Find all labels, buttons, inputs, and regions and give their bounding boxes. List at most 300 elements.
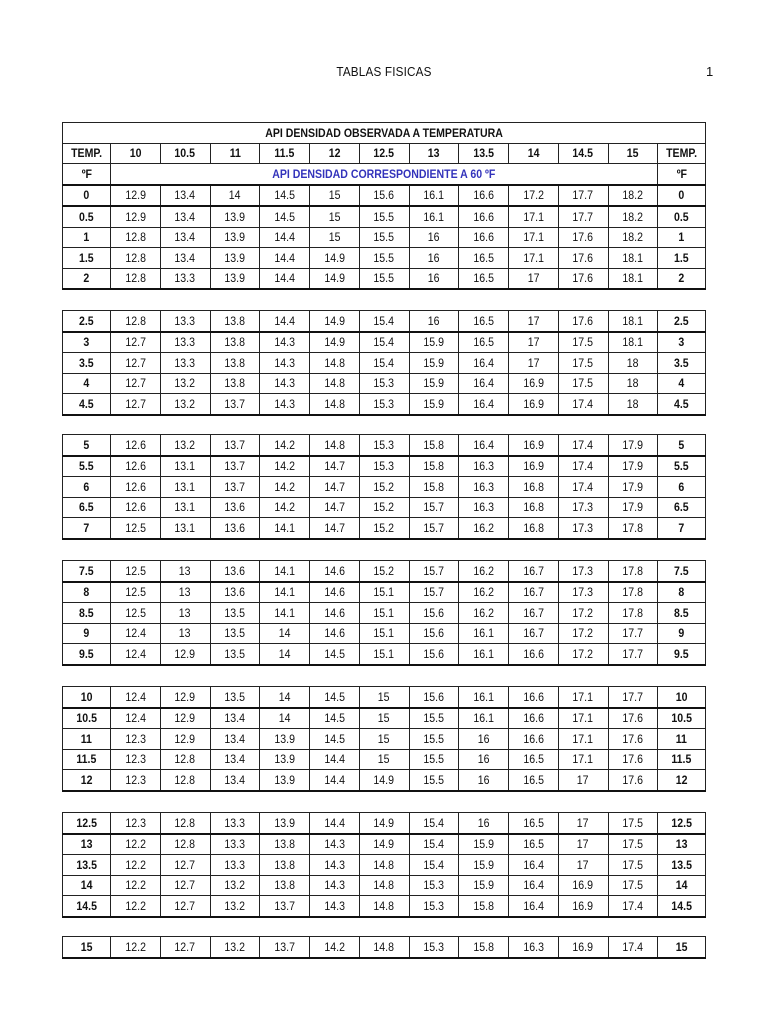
density-cell	[111, 206, 161, 227]
density-cell	[260, 518, 310, 539]
temp-cell-right-text: 6.5	[674, 500, 690, 515]
density-cell	[260, 248, 310, 269]
density-cell-text: 16.5	[473, 271, 494, 286]
table-row	[63, 456, 706, 477]
density-cell	[260, 561, 310, 582]
temp-cell-right	[658, 311, 706, 332]
density-cell	[359, 435, 409, 456]
density-cell-text: 17.9	[622, 437, 644, 452]
density-cell	[409, 813, 459, 834]
density-cell-text: 15.3	[373, 437, 395, 452]
density-cell	[608, 561, 658, 582]
density-cell	[160, 729, 210, 750]
density-cell	[111, 623, 161, 644]
temp-cell-right-text: 13	[675, 837, 688, 852]
temp-cell-right	[658, 813, 706, 834]
density-cell	[558, 206, 608, 227]
density-cell	[359, 353, 409, 374]
density-cell-text: 14	[228, 188, 241, 203]
density-cell	[260, 206, 310, 227]
table-row	[63, 687, 706, 708]
density-cell-text: 13	[179, 563, 191, 578]
density-cell	[409, 456, 459, 477]
density-cell-text: 17.9	[622, 479, 644, 494]
density-cell	[459, 603, 509, 624]
density-cell-text: 15.5	[423, 731, 445, 746]
unit-label-right-text: ºF	[676, 166, 687, 181]
density-cell	[160, 227, 210, 248]
unit-label-right	[658, 164, 706, 185]
density-cell	[459, 708, 509, 729]
density-cell-text: 13.3	[174, 355, 196, 370]
temp-cell-right-text: 2	[678, 271, 685, 286]
density-cell-text: 17	[527, 313, 540, 328]
density-cell-text: 13.8	[224, 376, 246, 391]
temp-cell-right	[658, 227, 706, 248]
temp-cell-right-text: 15	[675, 939, 688, 954]
density-cell-text: 16.7	[523, 563, 544, 578]
density-cell-text: 14.3	[274, 376, 295, 391]
density-cell-text: 15.4	[373, 313, 395, 328]
density-cell-text: 12.7	[174, 878, 196, 893]
density-cell-text: 17.5	[622, 857, 644, 872]
density-cell-text: 13.8	[224, 335, 246, 350]
density-cell	[111, 729, 161, 750]
density-cell-text: 12.9	[125, 188, 146, 203]
density-cell-text: 17	[577, 815, 589, 830]
density-cell	[210, 561, 260, 582]
density-cell	[558, 185, 608, 207]
density-cell-text: 14.4	[324, 752, 345, 767]
density-cell-text: 14.3	[324, 857, 345, 872]
temp-cell-left-text: 11	[80, 731, 93, 746]
density-cell-text: 13.4	[174, 188, 196, 203]
density-cell-text: 14.7	[324, 500, 345, 515]
temp-cell-right	[658, 435, 706, 456]
density-cell-text: 15.4	[423, 815, 445, 830]
temp-cell-left	[63, 813, 111, 834]
density-cell	[160, 644, 210, 665]
density-cell-text: 15.7	[423, 563, 445, 578]
density-cell	[310, 896, 360, 917]
density-cell	[210, 518, 260, 539]
page-title: TABLAS FISICAS	[336, 64, 432, 79]
density-cell-text: 15.3	[373, 459, 395, 474]
temp-cell-left	[63, 394, 111, 415]
density-cell-text: 14.5	[324, 689, 345, 704]
density-cell-text: 16.9	[523, 396, 544, 411]
density-cell-text: 17.6	[622, 731, 644, 746]
density-cell-text: 13.6	[224, 500, 246, 515]
api-column-header-text: 10.5	[174, 146, 196, 161]
density-cell-text: 13.8	[224, 313, 246, 328]
density-cell-text: 18.2	[622, 209, 644, 224]
density-cell	[509, 497, 559, 518]
density-cell	[310, 855, 360, 876]
density-cell-text: 14.4	[324, 772, 345, 787]
density-cell-text: 15.3	[373, 396, 395, 411]
density-cell-text: 17.1	[572, 689, 594, 704]
density-cell-text: 12.6	[125, 459, 146, 474]
density-cell	[608, 311, 658, 332]
api-column-header-text: 15	[626, 146, 639, 161]
density-cell-text: 17.4	[572, 437, 594, 452]
density-cell-text: 18.1	[622, 271, 644, 286]
density-cell-text: 15.8	[423, 479, 445, 494]
density-cell	[558, 394, 608, 415]
density-cell-text: 13	[179, 626, 191, 641]
temp-cell-right-text: 9	[678, 626, 685, 641]
density-cell-text: 17.3	[572, 585, 594, 600]
density-cell	[310, 749, 360, 770]
density-cell-text: 12.2	[125, 878, 146, 893]
density-cell-text: 13.9	[274, 731, 295, 746]
density-cell-text: 17.8	[622, 563, 644, 578]
density-cell-text: 15.5	[373, 250, 395, 265]
density-cell	[310, 353, 360, 374]
density-cell	[409, 603, 459, 624]
density-cell-text: 13.5	[224, 626, 246, 641]
density-cell-text: 14.5	[324, 731, 345, 746]
density-cell	[160, 687, 210, 708]
density-cell-text: 15.2	[373, 479, 395, 494]
density-cell	[260, 623, 310, 644]
density-cell-text: 17.8	[622, 605, 644, 620]
density-cell	[459, 623, 509, 644]
temp-cell-right-text: 1.5	[674, 250, 690, 265]
density-cell	[558, 311, 608, 332]
temp-cell-right	[658, 456, 706, 477]
density-cell	[409, 268, 459, 289]
density-cell-text: 15.9	[423, 396, 445, 411]
density-cell-text: 13.2	[224, 939, 246, 954]
table-block-3	[62, 434, 706, 540]
density-cell-text: 12.5	[125, 520, 146, 535]
temp-cell-left	[63, 185, 111, 207]
density-cell-text: 14.3	[324, 898, 345, 913]
density-cell-text: 12.4	[125, 711, 146, 726]
density-cell	[310, 582, 360, 603]
density-cell	[310, 834, 360, 855]
density-cell-text: 15.8	[473, 898, 494, 913]
density-cell-text: 17.9	[622, 459, 644, 474]
density-cell	[310, 394, 360, 415]
density-cell-text: 12.7	[174, 857, 196, 872]
density-cell-text: 13.5	[224, 605, 246, 620]
density-cell	[160, 185, 210, 207]
density-cell	[558, 644, 608, 665]
density-cell	[359, 497, 409, 518]
density-cell-text: 16.6	[523, 646, 544, 661]
density-cell	[160, 834, 210, 855]
density-cell-text: 13.8	[274, 837, 295, 852]
density-cell-text: 17.5	[572, 335, 594, 350]
density-cell-text: 17.4	[622, 898, 644, 913]
density-cell	[260, 687, 310, 708]
density-cell-text: 13.8	[274, 857, 295, 872]
density-cell	[608, 729, 658, 750]
temp-cell-right-text: 0	[678, 188, 685, 203]
density-cell-text: 17.4	[572, 479, 594, 494]
density-cell-text: 16.8	[523, 479, 544, 494]
table-row	[63, 353, 706, 374]
density-cell	[459, 729, 509, 750]
density-cell	[210, 644, 260, 665]
density-cell	[509, 268, 559, 289]
density-cell-text: 14.3	[274, 335, 295, 350]
density-cell-text: 16	[477, 815, 490, 830]
density-cell-text: 16.7	[523, 626, 544, 641]
density-cell	[359, 518, 409, 539]
density-cell	[310, 477, 360, 498]
temp-cell-left-text: 14.5	[76, 898, 97, 913]
density-cell	[260, 311, 310, 332]
density-cell	[359, 227, 409, 248]
temp-cell-left	[63, 687, 111, 708]
density-cell-text: 16.9	[523, 459, 544, 474]
density-cell	[459, 855, 509, 876]
density-cell	[260, 456, 310, 477]
density-cell	[359, 834, 409, 855]
temp-cell-left	[63, 353, 111, 374]
density-cell-text: 13.1	[174, 500, 196, 515]
density-cell-text: 13.2	[224, 898, 246, 913]
density-cell	[608, 227, 658, 248]
density-cell	[359, 623, 409, 644]
density-cell	[459, 477, 509, 498]
density-cell-text: 13.5	[224, 646, 246, 661]
density-cell-text: 13.4	[174, 250, 196, 265]
table-block-6	[62, 812, 706, 918]
density-cell-text: 16	[427, 271, 440, 286]
density-cell-text: 17.1	[523, 209, 544, 224]
temp-cell-left-text: 6	[83, 479, 90, 494]
density-cell	[359, 268, 409, 289]
density-cell-text: 12.6	[125, 479, 146, 494]
table-row	[63, 749, 706, 770]
density-cell	[310, 248, 360, 269]
density-cell	[608, 937, 658, 958]
density-cell-text: 14.8	[373, 857, 395, 872]
density-cell-text: 14.2	[274, 479, 295, 494]
density-cell-text: 16.2	[473, 605, 494, 620]
density-cell	[409, 227, 459, 248]
density-cell	[210, 603, 260, 624]
density-cell-text: 17.3	[572, 563, 594, 578]
temp-cell-right	[658, 394, 706, 415]
density-cell-text: 15.1	[373, 585, 395, 600]
density-cell-text: 16.8	[523, 520, 544, 535]
density-cell-text: 16.4	[473, 355, 494, 370]
density-cell-text: 13.3	[174, 335, 196, 350]
density-cell	[210, 206, 260, 227]
temp-cell-left	[63, 770, 111, 791]
density-cell	[608, 373, 658, 394]
density-cell	[160, 353, 210, 374]
density-cell-text: 15.9	[473, 857, 494, 872]
density-cell-text: 16.9	[572, 939, 594, 954]
density-cell	[459, 206, 509, 227]
density-cell	[359, 937, 409, 958]
density-cell	[111, 497, 161, 518]
table-row	[63, 834, 706, 855]
table-row	[63, 770, 706, 791]
density-cell	[310, 561, 360, 582]
density-cell	[509, 834, 559, 855]
density-cell	[310, 623, 360, 644]
density-cell	[608, 332, 658, 353]
density-cell	[558, 518, 608, 539]
density-cell	[459, 582, 509, 603]
density-cell	[509, 353, 559, 374]
density-cell-text: 17.5	[572, 355, 594, 370]
density-cell	[359, 749, 409, 770]
density-cell	[558, 770, 608, 791]
density-cell	[359, 582, 409, 603]
density-cell-text: 16.9	[572, 878, 594, 893]
density-cell	[260, 582, 310, 603]
api-column-header-text: 10	[129, 146, 142, 161]
density-cell-text: 13.8	[224, 355, 246, 370]
density-cell	[409, 332, 459, 353]
density-cell	[310, 603, 360, 624]
density-cell-text: 15.9	[473, 878, 494, 893]
density-cell-text: 16.6	[473, 230, 494, 245]
temp-cell-left-text: 3.5	[79, 355, 94, 370]
density-cell	[160, 896, 210, 917]
density-cell	[160, 603, 210, 624]
temp-cell-right	[658, 561, 706, 582]
temp-cell-right	[658, 582, 706, 603]
api-column-header	[210, 143, 260, 164]
density-cell	[310, 687, 360, 708]
density-cell-text: 14	[278, 626, 291, 641]
density-cell	[558, 268, 608, 289]
temp-cell-right	[658, 855, 706, 876]
density-cell-text: 14.8	[324, 355, 345, 370]
density-cell-text: 17.6	[572, 313, 594, 328]
density-cell	[558, 749, 608, 770]
density-cell-text: 13.2	[224, 878, 246, 893]
density-cell	[160, 248, 210, 269]
density-cell-text: 15.1	[373, 646, 395, 661]
density-cell-text: 12.2	[125, 837, 146, 852]
density-cell	[409, 749, 459, 770]
density-cell	[111, 185, 161, 207]
density-cell	[210, 456, 260, 477]
temp-cell-right	[658, 644, 706, 665]
density-cell	[409, 248, 459, 269]
density-cell-text: 14.8	[324, 396, 345, 411]
density-cell-text: 17.7	[572, 188, 594, 203]
density-cell-text: 18	[626, 355, 639, 370]
density-cell	[558, 373, 608, 394]
density-cell-text: 13.7	[274, 939, 295, 954]
density-cell-text: 13.3	[224, 837, 246, 852]
density-cell-text: 14.8	[373, 878, 395, 893]
density-cell	[509, 582, 559, 603]
temp-cell-right-text: 4	[678, 376, 685, 391]
density-cell	[160, 497, 210, 518]
density-cell-text: 13.2	[174, 376, 196, 391]
density-cell	[558, 477, 608, 498]
density-cell	[459, 227, 509, 248]
density-cell-text: 14	[278, 689, 291, 704]
api-column-header	[310, 143, 360, 164]
temp-cell-left	[63, 332, 111, 353]
density-cell	[608, 644, 658, 665]
density-cell	[210, 708, 260, 729]
unit-label-left-text: ºF	[81, 166, 92, 181]
page-number: 1	[706, 64, 714, 79]
temp-cell-left	[63, 311, 111, 332]
density-cell	[409, 497, 459, 518]
density-cell-text: 15.6	[423, 626, 445, 641]
density-cell	[459, 435, 509, 456]
table-block-7	[62, 936, 706, 959]
density-cell	[210, 248, 260, 269]
density-cell	[160, 749, 210, 770]
temp-cell-right	[658, 687, 706, 708]
temp-cell-left-text: 5	[83, 437, 90, 452]
density-cell-text: 14.5	[324, 646, 345, 661]
density-cell	[160, 855, 210, 876]
density-cell-text: 13.8	[274, 878, 295, 893]
table-row	[63, 644, 706, 665]
temp-cell-right-text: 7.5	[674, 563, 690, 578]
table-row	[63, 561, 706, 582]
density-cell	[509, 708, 559, 729]
density-cell-text: 13.1	[174, 520, 196, 535]
temp-cell-right	[658, 937, 706, 958]
api-column-header-text: 14	[527, 146, 540, 161]
density-cell-text: 17.6	[622, 711, 644, 726]
temp-header-left-text: TEMP.	[71, 146, 102, 161]
density-cell-text: 17.2	[572, 605, 594, 620]
temp-cell-right-text: 1	[678, 230, 685, 245]
density-cell-text: 14.3	[324, 837, 345, 852]
density-cell	[260, 185, 310, 207]
temp-cell-right	[658, 477, 706, 498]
density-cell	[459, 770, 509, 791]
density-cell-text: 17.7	[622, 689, 644, 704]
density-cell	[409, 373, 459, 394]
density-cell	[459, 332, 509, 353]
table-block-2	[62, 310, 706, 416]
density-cell	[210, 623, 260, 644]
density-cell-text: 13.6	[224, 585, 246, 600]
temp-cell-left	[63, 644, 111, 665]
density-cell-text: 16.4	[473, 396, 494, 411]
density-cell-text: 15.2	[373, 500, 395, 515]
density-cell	[409, 477, 459, 498]
density-cell-text: 13.9	[224, 271, 246, 286]
density-cell-text: 14.2	[274, 437, 295, 452]
temp-cell-right	[658, 268, 706, 289]
density-cell-text: 14.9	[373, 837, 395, 852]
temp-cell-left-text: 11.5	[76, 752, 97, 767]
temp-cell-right-text: 3	[678, 335, 685, 350]
density-cell-text: 13.6	[224, 520, 246, 535]
temp-cell-left	[63, 582, 111, 603]
temp-cell-right	[658, 749, 706, 770]
temp-cell-left	[63, 561, 111, 582]
density-cell-text: 12.8	[174, 837, 196, 852]
density-cell	[509, 435, 559, 456]
density-cell	[558, 875, 608, 896]
density-cell	[210, 896, 260, 917]
density-cell-text: 15.5	[423, 772, 445, 787]
